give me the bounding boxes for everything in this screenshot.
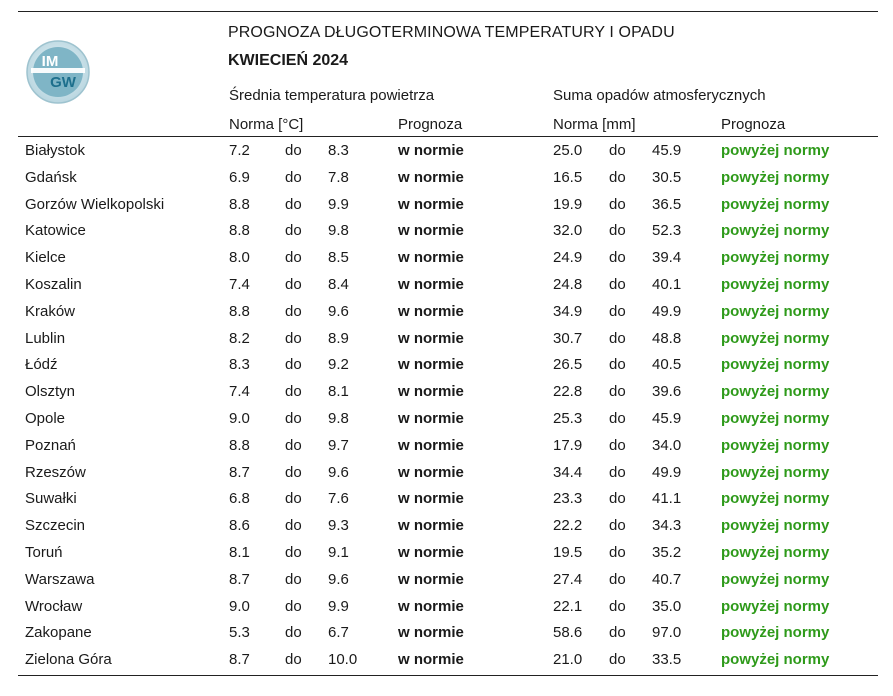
precip-norm-separator: do bbox=[609, 222, 626, 240]
precip-forecast: powyżej normy bbox=[721, 463, 830, 481]
temp-forecast: w normie bbox=[398, 436, 464, 454]
precip-norm-separator: do bbox=[609, 168, 626, 186]
temp-forecast: w normie bbox=[398, 490, 464, 508]
precip-norm-separator: do bbox=[609, 249, 626, 267]
temp-norm-max: 7.6 bbox=[328, 490, 349, 508]
temp-norm-min: 8.7 bbox=[229, 463, 250, 481]
precip-forecast: powyżej normy bbox=[721, 329, 830, 347]
temp-norm-max: 9.2 bbox=[328, 356, 349, 374]
precip-forecast: powyżej normy bbox=[721, 168, 830, 186]
temp-norm-min: 6.9 bbox=[229, 168, 250, 186]
bottom-rule bbox=[18, 675, 878, 676]
temp-norm-min: 8.7 bbox=[229, 651, 250, 669]
precip-norm-separator: do bbox=[609, 570, 626, 588]
precip-norm-separator: do bbox=[609, 383, 626, 401]
table-row bbox=[0, 571, 893, 598]
temp-forecast: w normie bbox=[398, 383, 464, 401]
temp-norm-min: 8.3 bbox=[229, 356, 250, 374]
temp-norm-max: 9.8 bbox=[328, 222, 349, 240]
precip-norm-max: 39.6 bbox=[652, 383, 682, 401]
precip-norm-max: 40.1 bbox=[652, 276, 682, 293]
table-row bbox=[0, 169, 893, 196]
precip-norm-header: Norma [mm] bbox=[553, 116, 636, 133]
precip-forecast: powyżej normy bbox=[721, 142, 830, 159]
temp-norm-max: 7.8 bbox=[328, 168, 349, 186]
precip-norm-separator: do bbox=[609, 276, 626, 293]
temp-norm-min: 9.0 bbox=[229, 410, 250, 427]
precip-norm-max: 52.3 bbox=[652, 222, 682, 240]
table-row bbox=[0, 517, 893, 544]
temp-forecast: w normie bbox=[398, 222, 464, 240]
temp-norm-min: 8.8 bbox=[229, 436, 250, 454]
city-name: Kielce bbox=[25, 249, 66, 267]
precip-norm-separator: do bbox=[609, 463, 626, 481]
city-name: Olsztyn bbox=[25, 383, 76, 401]
temp-norm-separator: do bbox=[285, 249, 302, 267]
precip-norm-min: 24.9 bbox=[553, 249, 583, 267]
precip-norm-max: 34.3 bbox=[652, 517, 682, 535]
city-name: Szczecin bbox=[25, 517, 86, 535]
city-name: Lublin bbox=[25, 329, 66, 347]
precip-norm-max: 41.1 bbox=[652, 490, 682, 508]
precip-norm-max: 97.0 bbox=[652, 624, 682, 642]
table-row bbox=[0, 356, 893, 383]
temp-norm-max: 9.1 bbox=[328, 544, 349, 561]
precip-forecast: powyżej normy bbox=[721, 651, 830, 669]
table-row bbox=[0, 222, 893, 249]
table-row bbox=[0, 276, 893, 303]
temp-norm-separator: do bbox=[285, 276, 302, 293]
temp-forecast: w normie bbox=[398, 142, 464, 159]
temp-forecast: w normie bbox=[398, 463, 464, 481]
precip-norm-min: 58.6 bbox=[553, 624, 583, 642]
precip-norm-separator: do bbox=[609, 490, 626, 508]
precip-norm-separator: do bbox=[609, 544, 626, 561]
temp-norm-max: 9.8 bbox=[328, 410, 349, 427]
temp-norm-max: 8.9 bbox=[328, 329, 349, 347]
temp-forecast: w normie bbox=[398, 356, 464, 374]
city-name: Gorzów Wielkopolski bbox=[25, 195, 165, 213]
temp-forecast: w normie bbox=[398, 597, 464, 615]
temp-norm-max: 8.3 bbox=[328, 142, 349, 159]
precip-norm-max: 36.5 bbox=[652, 195, 682, 213]
precip-norm-separator: do bbox=[609, 436, 626, 454]
city-name: Katowice bbox=[25, 222, 86, 240]
temp-norm-separator: do bbox=[285, 570, 302, 588]
temp-forecast: w normie bbox=[398, 570, 464, 588]
table-row bbox=[0, 544, 893, 571]
precip-norm-separator: do bbox=[609, 410, 626, 427]
precip-forecast: powyżej normy bbox=[721, 276, 830, 293]
temp-norm-separator: do bbox=[285, 168, 302, 186]
precip-forecast-header: Prognoza bbox=[721, 116, 786, 133]
temp-norm-separator: do bbox=[285, 544, 302, 561]
city-name: Białystok bbox=[25, 142, 86, 159]
temp-norm-min: 8.0 bbox=[229, 249, 250, 267]
precip-norm-max: 35.0 bbox=[652, 597, 682, 615]
temp-forecast: w normie bbox=[398, 544, 464, 561]
temp-norm-min: 5.3 bbox=[229, 624, 250, 642]
temp-norm-max: 9.9 bbox=[328, 195, 349, 213]
temp-norm-separator: do bbox=[285, 222, 302, 240]
temp-norm-separator: do bbox=[285, 195, 302, 213]
precip-norm-separator: do bbox=[609, 624, 626, 642]
temp-forecast-header: Prognoza bbox=[398, 116, 463, 133]
temp-norm-separator: do bbox=[285, 383, 302, 401]
precip-forecast: powyżej normy bbox=[721, 570, 830, 588]
page-title: PROGNOZA DŁUGOTERMINOWA TEMPERATURY I OPADU bbox=[228, 24, 675, 41]
precip-norm-max: 48.8 bbox=[652, 329, 682, 347]
temp-norm-separator: do bbox=[285, 302, 302, 320]
temp-norm-min: 8.8 bbox=[229, 195, 250, 213]
table-row bbox=[0, 383, 893, 410]
page-subtitle: KWIECIEŃ 2024 bbox=[228, 52, 349, 69]
precip-forecast: powyżej normy bbox=[721, 195, 830, 213]
temp-norm-min: 7.4 bbox=[229, 276, 250, 293]
temp-forecast: w normie bbox=[398, 624, 464, 642]
temp-norm-max: 9.7 bbox=[328, 436, 349, 454]
precip-norm-max: 35.2 bbox=[652, 544, 682, 561]
city-name: Zielona Góra bbox=[25, 651, 112, 669]
precip-forecast: powyżej normy bbox=[721, 383, 830, 401]
temp-norm-separator: do bbox=[285, 490, 302, 508]
precip-norm-max: 33.5 bbox=[652, 651, 682, 669]
precip-norm-min: 16.5 bbox=[553, 168, 583, 186]
precip-norm-max: 49.9 bbox=[652, 302, 682, 320]
temp-norm-min: 8.8 bbox=[229, 222, 250, 240]
precip-norm-min: 19.9 bbox=[553, 195, 583, 213]
city-name: Zakopane bbox=[25, 624, 92, 642]
temp-forecast: w normie bbox=[398, 410, 464, 427]
temp-norm-min: 6.8 bbox=[229, 490, 250, 508]
temp-forecast: w normie bbox=[398, 651, 464, 669]
precip-forecast: powyżej normy bbox=[721, 410, 830, 427]
city-name: Koszalin bbox=[25, 276, 82, 293]
city-name: Suwałki bbox=[25, 490, 77, 508]
precip-norm-min: 21.0 bbox=[553, 651, 583, 669]
precip-norm-max: 40.7 bbox=[652, 570, 682, 588]
precip-forecast: powyżej normy bbox=[721, 517, 830, 535]
temp-forecast: w normie bbox=[398, 517, 464, 535]
table-row bbox=[0, 249, 893, 276]
temp-norm-max: 8.1 bbox=[328, 383, 349, 401]
temp-forecast: w normie bbox=[398, 302, 464, 320]
city-name: Warszawa bbox=[25, 570, 95, 588]
table-row bbox=[0, 330, 893, 357]
temp-norm-min: 7.2 bbox=[229, 142, 250, 159]
temp-norm-min: 8.8 bbox=[229, 302, 250, 320]
precip-norm-min: 30.7 bbox=[553, 329, 583, 347]
temp-norm-max: 9.6 bbox=[328, 302, 349, 320]
temp-norm-min: 9.0 bbox=[229, 597, 250, 615]
table-row bbox=[0, 437, 893, 464]
temp-norm-min: 8.2 bbox=[229, 329, 250, 347]
precip-forecast: powyżej normy bbox=[721, 544, 830, 561]
precip-norm-max: 34.0 bbox=[652, 436, 682, 454]
precip-norm-min: 23.3 bbox=[553, 490, 583, 508]
temp-norm-separator: do bbox=[285, 463, 302, 481]
temp-norm-separator: do bbox=[285, 651, 302, 669]
precip-norm-separator: do bbox=[609, 195, 626, 213]
temp-norm-min: 7.4 bbox=[229, 383, 250, 401]
temp-norm-max: 9.9 bbox=[328, 597, 349, 615]
temp-norm-separator: do bbox=[285, 436, 302, 454]
temp-forecast: w normie bbox=[398, 329, 464, 347]
city-name: Gdańsk bbox=[25, 168, 77, 186]
precip-forecast: powyżej normy bbox=[721, 222, 830, 240]
precip-norm-min: 17.9 bbox=[553, 436, 583, 454]
precip-norm-separator: do bbox=[609, 517, 626, 535]
temp-norm-max: 10.0 bbox=[328, 651, 358, 669]
temp-norm-separator: do bbox=[285, 329, 302, 347]
precip-norm-separator: do bbox=[609, 329, 626, 347]
temp-norm-max: 8.5 bbox=[328, 249, 349, 267]
city-name: Rzeszów bbox=[25, 463, 86, 481]
precip-norm-min: 25.3 bbox=[553, 410, 583, 427]
temperature-section-heading: Średnia temperatura powietrza bbox=[229, 87, 435, 104]
table-row bbox=[0, 196, 893, 223]
table-row bbox=[0, 598, 893, 625]
temp-norm-min: 8.6 bbox=[229, 517, 250, 535]
temp-norm-separator: do bbox=[285, 410, 302, 427]
table-row bbox=[0, 303, 893, 330]
precip-forecast: powyżej normy bbox=[721, 624, 830, 642]
precip-forecast: powyżej normy bbox=[721, 597, 830, 615]
temp-norm-separator: do bbox=[285, 356, 302, 374]
temp-norm-header: Norma [°C] bbox=[229, 116, 304, 133]
logo-text-top: IM bbox=[41, 53, 59, 70]
precip-forecast: powyżej normy bbox=[721, 436, 830, 454]
temp-norm-max: 9.6 bbox=[328, 463, 349, 481]
precip-forecast: powyżej normy bbox=[721, 302, 830, 320]
temp-norm-separator: do bbox=[285, 597, 302, 615]
temp-forecast: w normie bbox=[398, 195, 464, 213]
precip-norm-max: 45.9 bbox=[652, 410, 682, 427]
precip-forecast: powyżej normy bbox=[721, 356, 830, 374]
temp-forecast: w normie bbox=[398, 249, 464, 267]
table-row bbox=[0, 624, 893, 651]
header-rule bbox=[18, 136, 878, 137]
imgw-logo bbox=[25, 39, 91, 105]
precip-norm-max: 40.5 bbox=[652, 356, 682, 374]
city-name: Kraków bbox=[25, 302, 76, 320]
precip-norm-separator: do bbox=[609, 597, 626, 615]
city-name: Poznań bbox=[25, 436, 76, 454]
precip-norm-min: 19.5 bbox=[553, 544, 583, 561]
city-name: Łódź bbox=[25, 356, 58, 374]
precip-norm-min: 32.0 bbox=[553, 222, 583, 240]
precip-norm-min: 24.8 bbox=[553, 276, 583, 293]
temp-norm-separator: do bbox=[285, 142, 302, 159]
precip-norm-separator: do bbox=[609, 356, 626, 374]
city-name: Toruń bbox=[25, 544, 63, 561]
table-row bbox=[0, 464, 893, 491]
temp-norm-max: 8.4 bbox=[328, 276, 349, 293]
precip-norm-max: 45.9 bbox=[652, 142, 682, 159]
precip-norm-min: 27.4 bbox=[553, 570, 583, 588]
table-row bbox=[0, 410, 893, 437]
temp-norm-max: 6.7 bbox=[328, 624, 349, 642]
temp-norm-separator: do bbox=[285, 517, 302, 535]
precip-forecast: powyżej normy bbox=[721, 490, 830, 508]
city-name: Wrocław bbox=[25, 597, 83, 615]
temp-norm-max: 9.6 bbox=[328, 570, 349, 588]
precip-norm-min: 22.8 bbox=[553, 383, 583, 401]
precip-norm-min: 25.0 bbox=[553, 142, 583, 159]
logo-text-bottom: GW bbox=[50, 74, 76, 91]
precip-forecast: powyżej normy bbox=[721, 249, 830, 267]
top-rule bbox=[18, 11, 878, 12]
precip-norm-separator: do bbox=[609, 651, 626, 669]
temp-norm-min: 8.7 bbox=[229, 570, 250, 588]
temp-norm-min: 8.1 bbox=[229, 544, 250, 561]
city-name: Opole bbox=[25, 410, 66, 427]
temp-norm-max: 9.3 bbox=[328, 517, 349, 535]
precip-norm-max: 39.4 bbox=[652, 249, 682, 267]
precip-norm-max: 30.5 bbox=[652, 168, 682, 186]
temp-forecast: w normie bbox=[398, 276, 464, 293]
precip-norm-separator: do bbox=[609, 302, 626, 320]
precip-norm-min: 34.9 bbox=[553, 302, 583, 320]
table-row bbox=[0, 490, 893, 517]
precip-norm-min: 22.1 bbox=[553, 597, 583, 615]
precip-norm-max: 49.9 bbox=[652, 463, 682, 481]
table-row bbox=[0, 142, 893, 169]
temp-norm-separator: do bbox=[285, 624, 302, 642]
precip-norm-separator: do bbox=[609, 142, 626, 159]
precipitation-section-heading: Suma opadów atmosferycznych bbox=[553, 87, 766, 104]
precip-norm-min: 34.4 bbox=[553, 463, 583, 481]
precip-norm-min: 22.2 bbox=[553, 517, 583, 535]
temp-forecast: w normie bbox=[398, 168, 464, 186]
precip-norm-min: 26.5 bbox=[553, 356, 583, 374]
